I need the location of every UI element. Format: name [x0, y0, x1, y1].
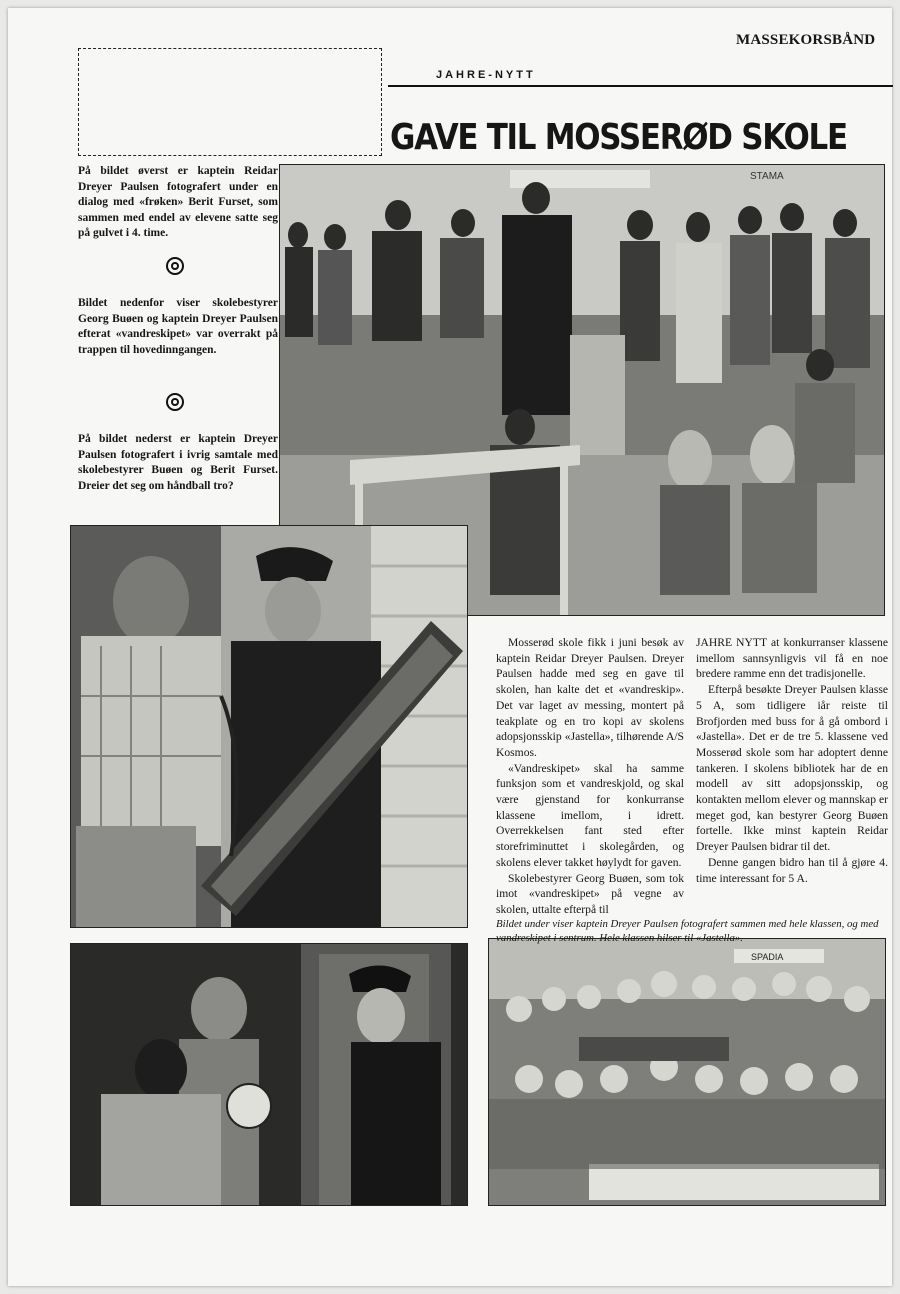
magazine-page	[8, 8, 892, 1286]
article-paragraph: Denne gangen bidro han til å gjøre 4. time interessant for 5 A.	[696, 855, 888, 885]
class-sign-text: SPADIA	[751, 952, 784, 962]
section-label: JAHRE-NYTT	[436, 69, 536, 81]
article-column-1	[496, 635, 684, 918]
target-bullet-icon	[166, 257, 184, 275]
target-bullet-icon	[166, 393, 184, 411]
caption-middle-photo: Bildet nedenfor viser skolebestyrer Georg Buøen og kaptein Dreyer Paulsen efterat «vandreskipet» var overrakt på trappen til hovedinngangen.	[78, 297, 278, 356]
article-paragraph: JAHRE NYTT at konkurranser klassene imellom sannsynligvis vil få en noe bredere ramme enn det tradisjonelle.	[696, 636, 888, 681]
article-paragraph: Efterpå besøkte Dreyer Paulsen klasse 5 A, som tidligere iår reiste til Brofjorden med buss for å gå ombord i «Jastella». Det er de tre 5. klassene ved Mosserød skole som har adoptert denne tankeren. I skolens bibliotek har de en modell av sitt adopsjonsskip, og kontakten mellom elever og mannskap er meget god, kan bestyrer Georg Buøen fortelle. Ikke minst kaptein Reidar Dreyer Paulsen bidrar til det.	[696, 683, 888, 854]
class-photo-caption: Bildet under viser kaptein Dreyer Paulsen fotografert sammen med hele klassen, og med vandreskipet i sentrum. Hele klassen hilser til «Jastella».	[496, 918, 879, 944]
header-rule	[388, 85, 893, 87]
caption-top-photo: På bildet øverst er kaptein Reidar Dreyer Paulsen fotografert under en dialog med «frøken» Berit Furset, som sammen med endel av elevene satte seg på gulvet i 4. time.	[78, 165, 278, 239]
photo-class-group	[488, 938, 886, 1206]
article-column-2	[696, 635, 888, 886]
headline: GAVE TIL MOSSERØD SKOLE	[390, 117, 847, 158]
article-paragraph: «Vandreskipet» skal ha samme funksjon som et vandreskjold, og skal være gjenstand for konkurranse klassene imellom, i idrett. Overrekkelsen fant sted efter storefriminuttet i skolegården, og skolens elever takket høylydt for gaven.	[496, 761, 684, 869]
photo-plaque-presentation	[70, 525, 468, 928]
photo-doorway-conversation	[70, 943, 468, 1206]
article-paragraph: Skolebestyrer Georg Buøen, som tok imot «vandreskipet» på vegne av skolen, uttalte efterpå til	[496, 871, 684, 916]
caption-bottom-photo: På bildet nederst er kaptein Dreyer Paulsen fotografert i ivrig samtale med skolebestyrer Buøen og Berit Furset. Dreier det seg om håndball tro?	[78, 433, 278, 492]
top-kicker: MASSEKORSBÅND	[736, 32, 876, 48]
article-paragraph: Mosserød skole fikk i juni besøk av kaptein Reidar Dreyer Paulsen. Dreyer Paulsen hadde med seg en gave til skolen, han kalte det et «vandreskip». Det var laget av messing, montert på teakplate og en tro kopi av skolens adopsjonsskip «Jastella», tilhørende A/S Kosmos.	[496, 636, 684, 759]
classroom-sign-text: STAMA	[750, 171, 784, 182]
dashed-address-box	[78, 48, 382, 156]
